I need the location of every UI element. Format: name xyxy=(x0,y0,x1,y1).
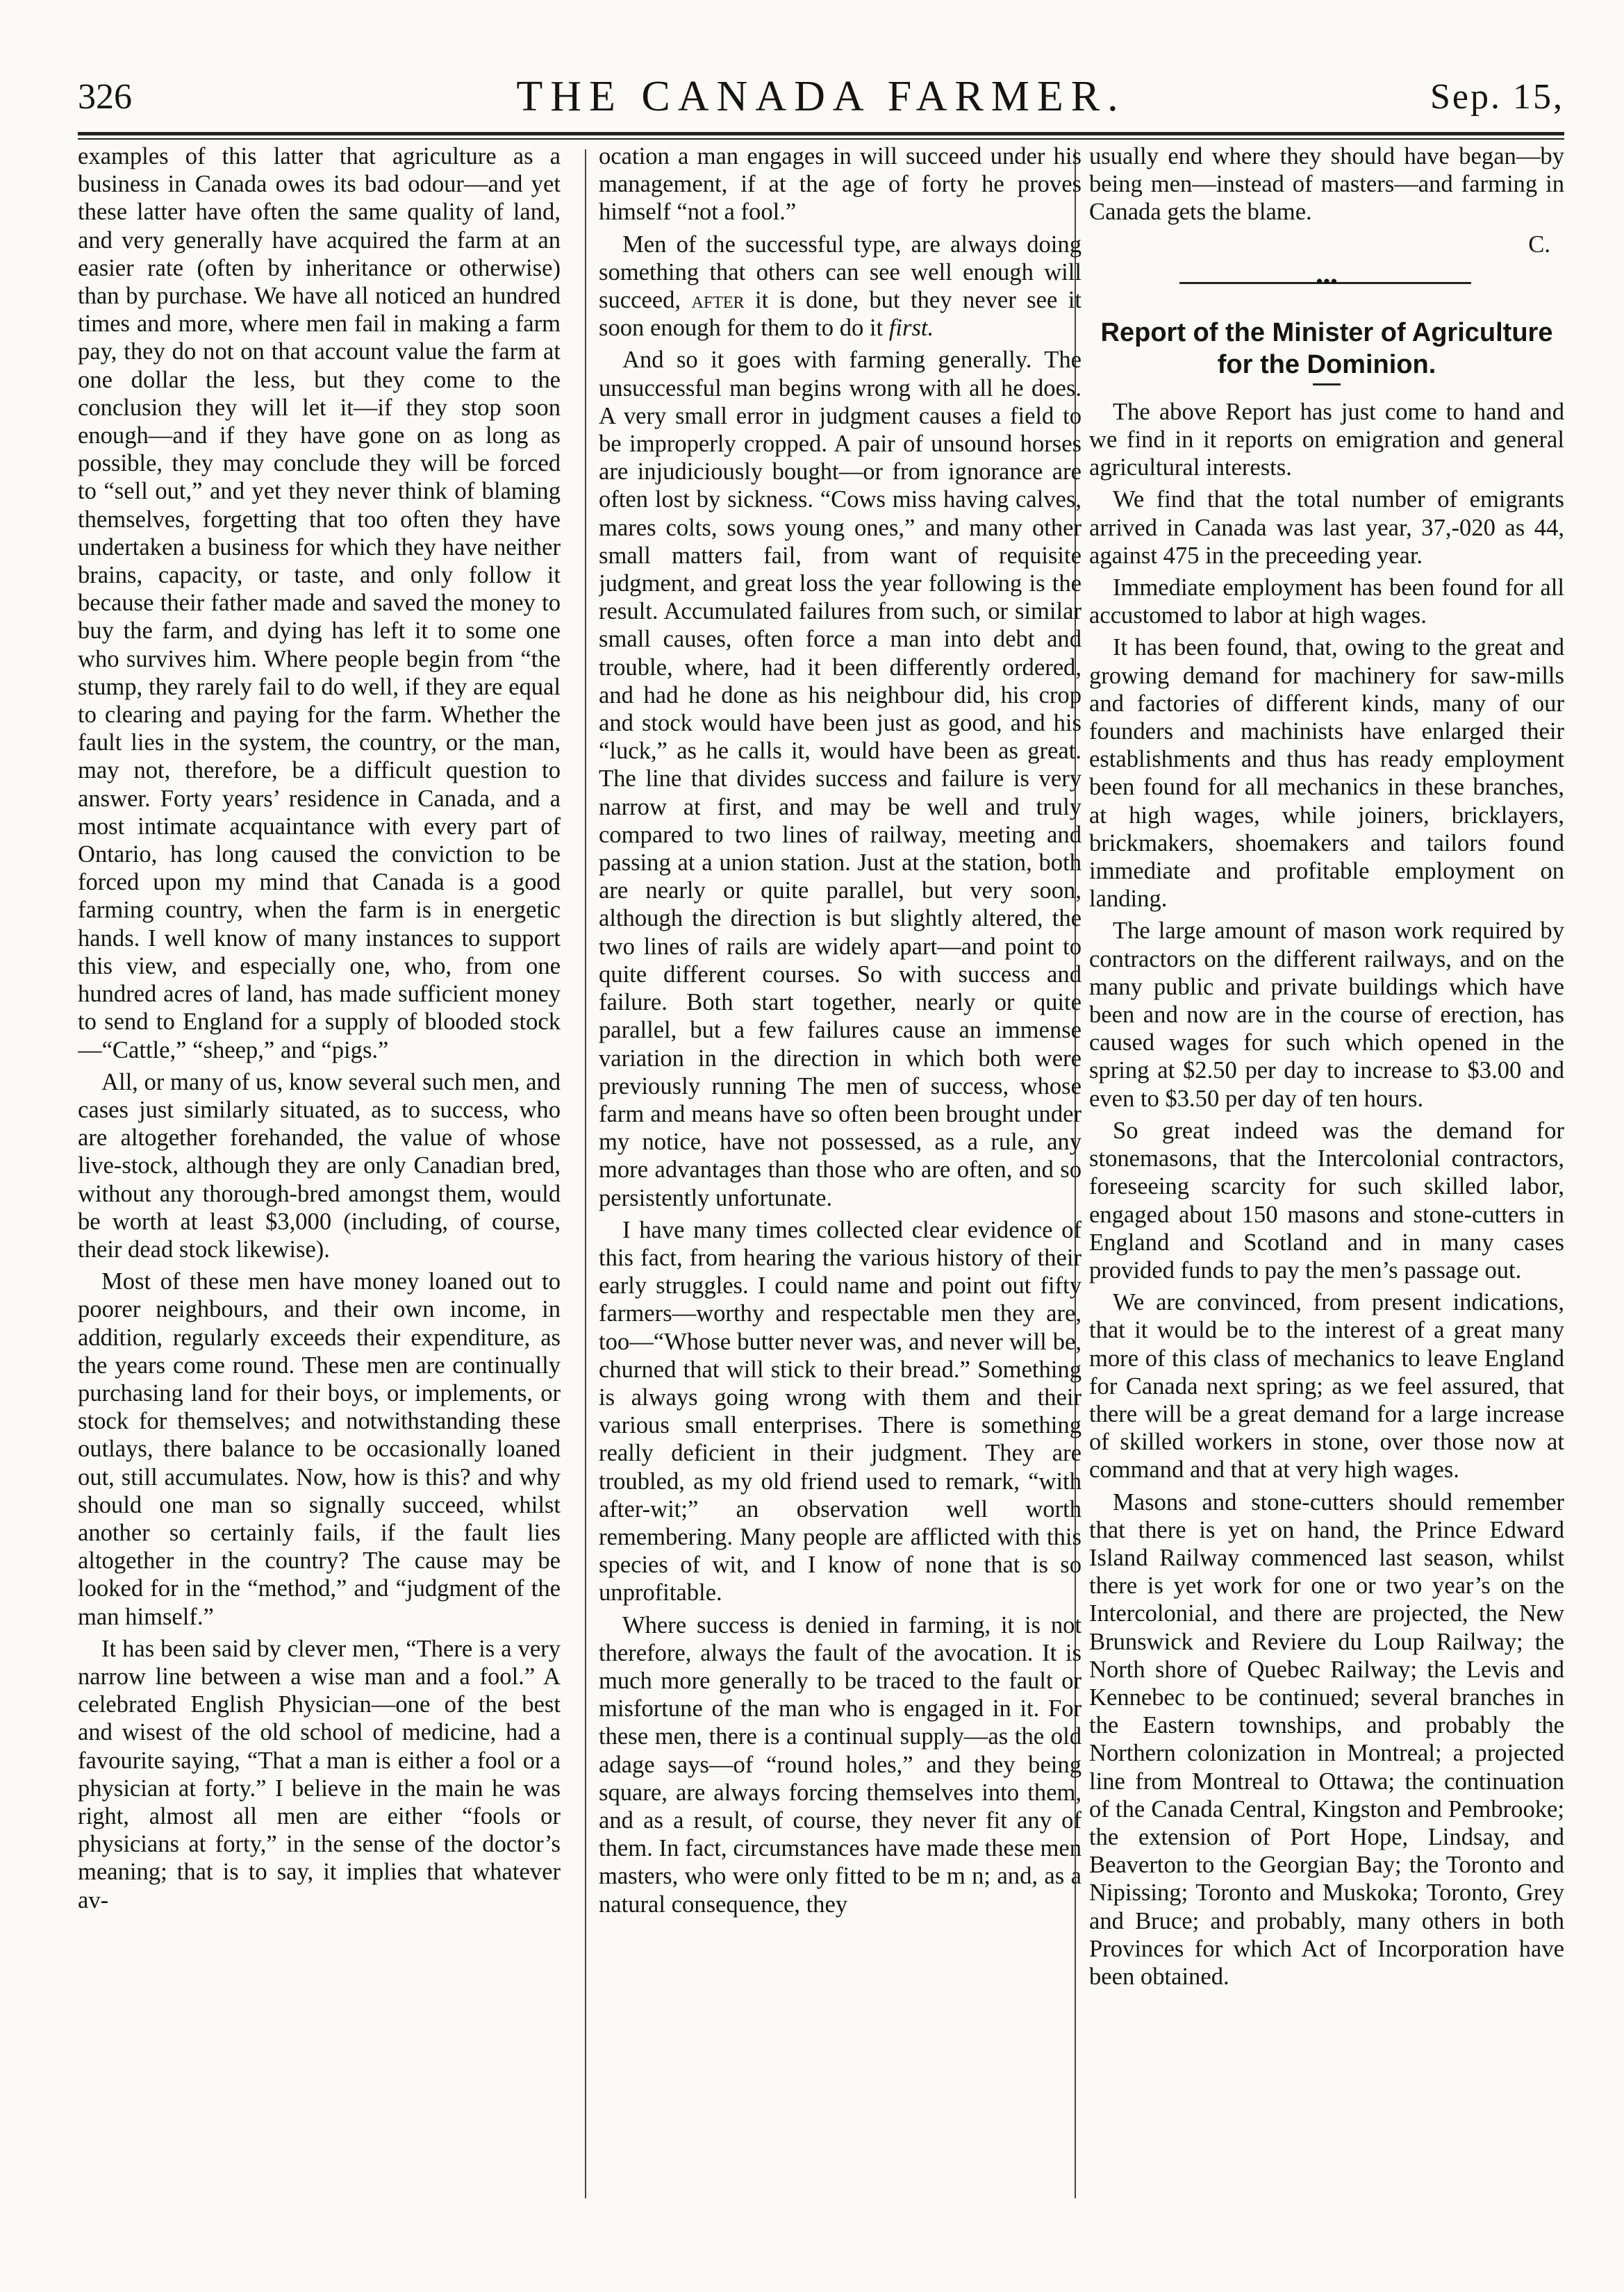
paragraph: And so it goes with farming generally. The unsuccessful man begins wrong with all he does. A very small error in judgment causes a field to be improperly cropped. A pair of unsound horses are injudiciously bought—or from ignorance are often lost by sickness. “Cows miss having calves, mares colts, sows young ones,” and many other small matters fail, from want of requisite judgment, and great loss the year following is the result. Accumulated failures from such, or similar small causes, often force a man into debt and trouble, where, had it been differently ordered, and had he done as his neighbour did, his crop and stock would have been just as good, and his “luck,” as he calls it, would have been as great. The line that divides success and failure is very narrow at first, and may be well and truly compared to two lines of railway, meeting and passing at a union station. Just at the station, both are nearly or quite parallel, but very soon, although the direction is but slightly altered, the two lines of rails are widely apart—and point to quite different courses. So with success and failure. Both start together, nearly or quite parallel, but a few failures cause an immense variation in the direction in which both were previously running The men of success, whose farm and means have so often been brought under my notice, have not possessed, as a rule, any more advantages than those who are often, and so persistently unfortunate. xyxy=(599,347,1082,1211)
column-1 xyxy=(78,142,561,2233)
paragraph: We are convinced, from present indications, that it would be to the interest of a great many more of this class of mechanics to leave England for Canada next spring; as we feel assured, that there will be a great demand for a large increase of skilled workers in stone, over those now at command and that at very high wages. xyxy=(1089,1289,1564,1484)
masthead: THE CANADA FARMER. xyxy=(516,73,1126,120)
issue-date: Sep. 15, xyxy=(1430,77,1564,117)
paragraph: ocation a man engages in will succeed under his management, if at the age of forty he proves himself “not a fool.” xyxy=(599,143,1082,226)
signature: C. xyxy=(1528,231,1550,258)
emphasis-after: after xyxy=(691,287,745,314)
article-title: Report of the Minister of Agriculture for the Dominion. xyxy=(1100,317,1553,379)
paragraph: It has been found, that, owing to the great and growing demand for machinery for saw-mills and factories of different kinds, many of our founders and machinists have enlarged their establishments and thus has ready employment been found for all mechanics in these branches, at high wages, while joiners, bricklayers, brickmakers, shoemakers and tailors found immediate and profitable employment on landing. xyxy=(1089,634,1564,913)
paragraph: All, or many of us, know several such men, and cases just similarly situated, as to success, who are altogether forehanded, the value of whose live-stock, although they are only Canadian bred, without any thorough-bred amongst them, would be worth at least $3,000 (including, of course, their dead stock likewise). xyxy=(78,1068,561,1263)
paragraph: examples of this latter that agriculture as a business in Canada owes its bad odour—and yet these latter have often the same quality of land, and very generally have acquired the farm at an easier rate (often by inheritance or otherwise) than by purchase. We have all noticed an hundred times and more, where men fail in making a farm pay, they do not on that account value the farm at one dollar the less, but they come to the conclusion they will let it—if they stop soon enough—and if they have gone on as long as possible, they may conclude they will be forced to “sell out,” and yet they never think of blaming themselves, forgetting that too often they have undertaken a business for which they have neither brains, capacity, or taste, and only follow it because their father made and saved the money to buy the farm, and dying has left it to some one who survives him. Where people begin from “the stump, they rarely fail to do well, if they are equal to clearing and paying for the farm. Whether the fault lies in the system, the country, or the man, may not, therefore, be a difficult question to answer. Forty years’ residence in Canada, and a most intimate acquaintance with every part of Ontario, has long caused the conviction to be forced upon my mind that Canada is a good farming country, when the farm is in energetic hands. I well know of many instances to support this view, and especially one, who, from one hundred acres of land, has made sufficient money to send to England for a supply of blooded stock—“Cattle,” “sheep,” and “pigs.” xyxy=(78,143,561,1063)
text-run: it is done, but they never see it soon enough for them to do it xyxy=(599,287,1082,342)
section-divider xyxy=(1089,267,1564,299)
paragraph: The above Report has just come to hand and we find in it reports on emigration and general agricultural interests. xyxy=(1089,398,1564,481)
paragraph: It has been said by clever men, “There is a very narrow line between a wise man and a fool.” A celebrated English Physician—one of the best and wisest of the old school of medicine, had a favourite saying, “That a man is either a fool or a physician at forty.” I believe in the main he was right, almost all men are either “fools or physicians at forty,” in the sense of the doctor’s meaning; that is to say, it implies that whatever av- xyxy=(78,1635,561,1913)
header-rule xyxy=(78,132,1564,140)
paragraph: We find that the total number of emigrants arrived in Canada was last year, 37,-020 as 44, against 475 in the preceeding year. xyxy=(1089,486,1564,569)
column-2 xyxy=(599,142,1082,2233)
text-run: Men of the successful type, are always doing something that others can see well enough will succeed, xyxy=(599,231,1082,314)
paragraph: I have many times collected clear evidence of this fact, from hearing the various history of their early struggles. I could name and point out fifty farmers—worthy and respectable men they are, too—“Whose butter never was, and never will be, churned that will stick to their bread.” Something is always going wrong with them and their various small enterprises. There is something really deficient in their judgment. They are troubled, as my old friend used to remark, “with after-wit;” an observation well worth remembering. Many people are afflicted with this species of wit, and I know of none that is so unprofitable. xyxy=(599,1216,1082,1606)
paragraph: Most of these men have money loaned out to poorer neighbours, and their own income, in addition, regularly exceeds their expenditure, as the years come round. These men are continually purchasing land for their boys, or implements, or stock for themselves; and notwithstanding these outlays, there balance to be occasionally loaned out, still accumulates. Now, how is this? and why should one man so signally succeed, whilst another so certainly fails, if the fault lies altogether in the country? The cause may be looked for in the “method,” and “judgment of the man himself.” xyxy=(78,1268,561,1630)
column-3 xyxy=(1089,142,1564,2233)
paragraph: Masons and stone-cutters should remember that there is yet on hand, the Prince Edward Island Railway commenced last season, whilst there is yet work for one or two year’s on the Intercolonial, and there are projected, the New Brunswick and Reviere du Loup Railway; the North shore of Quebec Railway; the Levis and Kennebec to be continued; several branches in the Eastern townships, and probably the Northern colonization in Montreal; a projected line from Montreal to Ottawa; the continuation of the Canada Central, Kingston and Pembrooke; the extension of Port Hope, Lindsay, and Beaverton to the Georgian Bay; the Toronto and Nipissing; Toronto and Muskoka; Toronto, Grey and Bruce; and probably, many others in both Provinces for which Act of Incorporation have been obtained. xyxy=(1089,1488,1564,1990)
paragraph: The large amount of mason work required by contractors on the different railways, and on the many public and private buildings which have been and now are in the course of erection, has caused wages for such which opened in the spring at $2.50 per day to increase to $3.00 and even to $3.50 per day of ten hours. xyxy=(1089,917,1564,1112)
page-number: 326 xyxy=(78,77,132,117)
paragraph: So great indeed was the demand for stonemasons, that the Intercolonial contractors, foreseeing scarcity for such skilled labor, engaged about 150 masons and stone-cutters in England and Scotland and in many cases provided funds to pay the men’s passage out. xyxy=(1089,1117,1564,1284)
paragraph xyxy=(599,231,1082,342)
divider-ornament: ••• xyxy=(1316,269,1338,293)
paragraph: Immediate employment has been found for all accustomed to labor at high wages. xyxy=(1089,574,1564,629)
emphasis-first: first. xyxy=(888,315,934,342)
column-rule xyxy=(585,149,586,2198)
page-header xyxy=(78,71,1564,126)
paragraph: usually end where they should have began—by being men—instead of masters—and farming in Canada gets the blame. xyxy=(1089,143,1564,226)
title-dash xyxy=(1313,383,1341,385)
paragraph: Where success is denied in farming, it is not therefore, always the fault of the avocation. It is much more generally to be traced to the fault or misfortune of the man who is engaged in it. For these men, there is a continual supply—as the old adage says—of “round holes,” and they being square, are always forcing themselves into them, and as a result, of course, they never fit any of them. In fact, circumstances have made these men masters, who were only fitted to be m n; and, as a natural consequence, they xyxy=(599,1611,1082,1918)
